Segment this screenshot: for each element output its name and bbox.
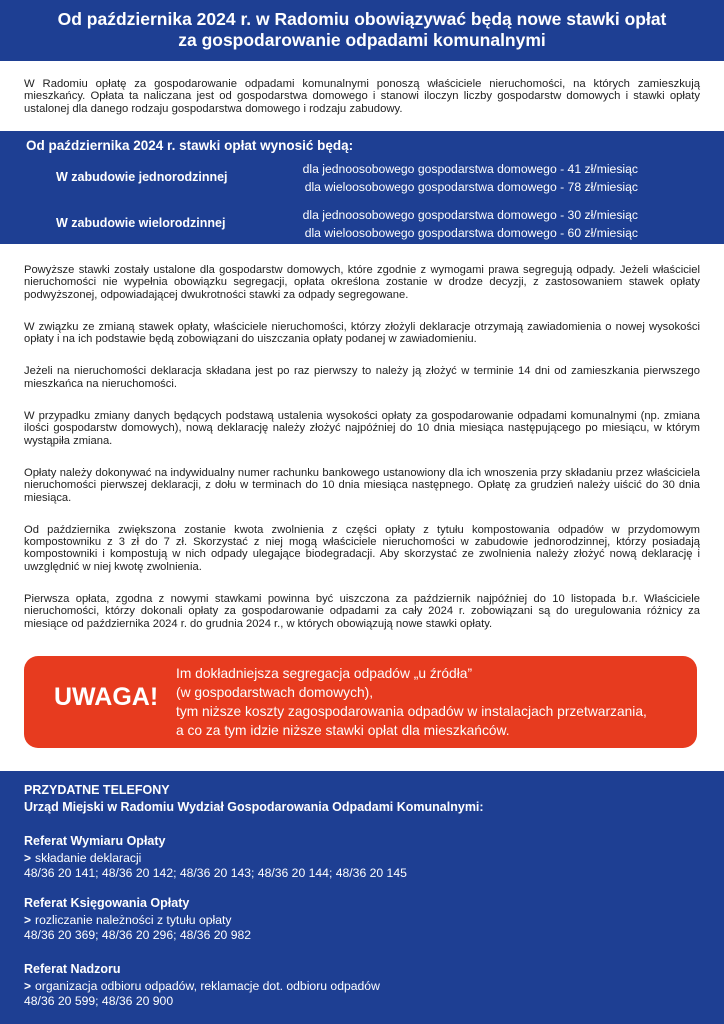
rate-lines <box>303 160 638 196</box>
rate-lines <box>303 206 638 242</box>
paragraph: Opłaty należy dokonywać na indywidualny numer rachunku bankowego ustanowiony dla ich wnoszenia przy składaniu przez właściciela nieruchomości pierwszej deklaracji, z dołu w terminach do 10 dnia miesiąca następnego. Opłatę za grudzień należy uiścić do 30 dnia miesiąca. <box>24 466 700 504</box>
paragraph: W przypadku zmiany danych będących podstawą ustalenia wysokości opłaty za gospodarowanie odpadami komunalnymi (np. zmiana ilości gospodarstw domowych), nową deklarację należy złożyć najpóźniej do 10 dnia miesiąca następującego po miesiącu, w którym wystąpiła zmiana. <box>24 410 700 447</box>
department-description: rozliczanie należności z tytułu opłaty <box>35 912 232 927</box>
phones-panel <box>0 771 724 1024</box>
rate-line: dla wieloosobowego gospodarstwa domowego - 78 zł/miesiąc <box>304 180 638 194</box>
department-description: organizacja odbioru odpadów, reklamacje dot. odbioru odpadów <box>35 978 380 993</box>
department-phone-numbers: 48/36 20 599; 48/36 20 900 <box>24 994 174 1008</box>
rate-line: dla jednoosobowego gospodarstwa domowego - 41 zł/miesiąc <box>302 162 638 176</box>
page-header <box>0 0 724 61</box>
body-text <box>24 264 700 630</box>
department-description: składanie deklaracji <box>35 850 142 865</box>
phones-subtitle: Urząd Miejski w Radomiu Wydział Gospodarowania Odpadami Komunalnymi: <box>24 800 484 814</box>
department-description-row <box>24 913 251 929</box>
notice-text <box>176 664 647 740</box>
rate-row-multi-family <box>0 206 724 246</box>
rate-label: W zabudowie jednorodzinnej <box>56 170 228 184</box>
department-name: Referat Wymiaru Opłaty <box>24 834 166 848</box>
notice-line: tym niższe koszty zagospodarowania odpadów w instalacjach przetwarzania, <box>176 704 647 719</box>
rate-line: dla jednoosobowego gospodarstwa domowego - 30 zł/miesiąc <box>302 208 638 222</box>
rates-heading: Od października 2024 r. stawki opłat wynosić będą: <box>26 138 354 153</box>
rate-row-single-family <box>0 160 724 200</box>
phones-title: PRZYDATNE TELEFONY <box>24 783 170 797</box>
rate-line: dla wieloosobowego gospodarstwa domowego - 60 zł/miesiąc <box>304 226 638 240</box>
department-nadzor <box>24 962 380 1010</box>
paragraph: W związku ze zmianą stawek opłaty, właściciele nieruchomości, którzy złożyli deklaracje otrzymają zawiadomienia o nowej wysokości opłaty i na ich podstawie będą zobowiązani do uiszczania opłaty podanej w zawiadomieniu. <box>24 320 700 346</box>
intro-paragraph: W Radomiu opłatę za gospodarowanie odpadami komunalnymi ponoszą właściciele nieruchomości, na których zamieszkują mieszkańcy. Opłata ta naliczana jest od gospodarstwa domowego i stanowi iloczyn liczby gospodarstw domowych i stawki opłaty ustalonej dla danego rodzaju gospodarstwa domowego i rodzaju zabudowy. <box>24 78 700 115</box>
notice-line: Im dokładniejsza segregacja odpadów „u źródła” <box>176 666 473 681</box>
chevron-right-icon: > <box>24 850 32 865</box>
department-phone-numbers: 48/36 20 369; 48/36 20 296; 48/36 20 982 <box>24 928 252 942</box>
department-phone-numbers: 48/36 20 141; 48/36 20 142; 48/36 20 143; 48/36 20 144; 48/36 20 145 <box>24 866 407 880</box>
paragraph: Jeżeli na nieruchomości deklaracja składana jest po raz pierwszy to należy ją złożyć w terminie 14 dni od zamieszkania pierwszego mieszkańca na nieruchomości. <box>24 365 700 390</box>
department-name: Referat Księgowania Opłaty <box>24 896 190 910</box>
paragraph: Powyższe stawki zostały ustalone dla gospodarstw domowych, które zgodnie z wymogami prawa segregują odpady. Jeżeli właściciel nieruchomości nie wypełnia obowiązku segregacji, opłata określona zostanie w drodze decyzji, z zastosowaniem stawek opłaty podwyższonej, odpowiadającej dwukrotności stawki za odpady segregowane. <box>24 264 700 301</box>
chevron-right-icon: > <box>24 978 32 993</box>
notice-box <box>24 656 697 748</box>
notice-line: a co za tym idzie niższe stawki opłat dla mieszkańców. <box>176 723 510 738</box>
rate-label: W zabudowie wielorodzinnej <box>56 216 226 230</box>
paragraph: Pierwsza opłata, zgodna z nowymi stawkami powinna być uiszczona za październik najpóźniej do 10 listopada b.r. Właściciele nieruchomości, którzy dokonali opłaty za gospodarowanie odpadami za cały 2024 r. zobowiązani są do uregulowania różnicy za miesiące od października 2024 r. do grudnia 2024 r., w których obowiązują nowe stawki opłaty. <box>24 593 700 630</box>
chevron-right-icon: > <box>24 912 32 927</box>
page-title-line-1: Od października 2024 r. w Radomiu obowiązywać będą nowe stawki opłat <box>57 9 667 29</box>
rates-panel <box>0 131 724 244</box>
department-description-row <box>24 851 407 867</box>
department-description-row <box>24 979 380 995</box>
notice-line: (w gospodarstwach domowych), <box>176 685 374 700</box>
notice-title: UWAGA! <box>54 683 159 711</box>
page-title-line-2: za gospodarowanie odpadami komunalnymi <box>178 30 546 50</box>
department-name: Referat Nadzoru <box>24 962 121 976</box>
department-wymiar <box>24 834 407 882</box>
department-ksiegowanie <box>24 896 251 944</box>
paragraph: Od października zwiększona zostanie kwota zwolnienia z części opłaty z tytułu kompostowania odpadów w przydomowym kompostowniku z 3 zł do 7 zł. Skorzystać z niej mogą właściciele nieruchomości w zabudowie jednorodzinnej, którzy posiadają kompostowniki i kompostują w nich odpady ulegające biodegradacji. Aby skorzystać ze zwolnienia należy złożyć nową deklarację i uwzględnić w niej kwotę zwolnienia. <box>24 523 700 573</box>
